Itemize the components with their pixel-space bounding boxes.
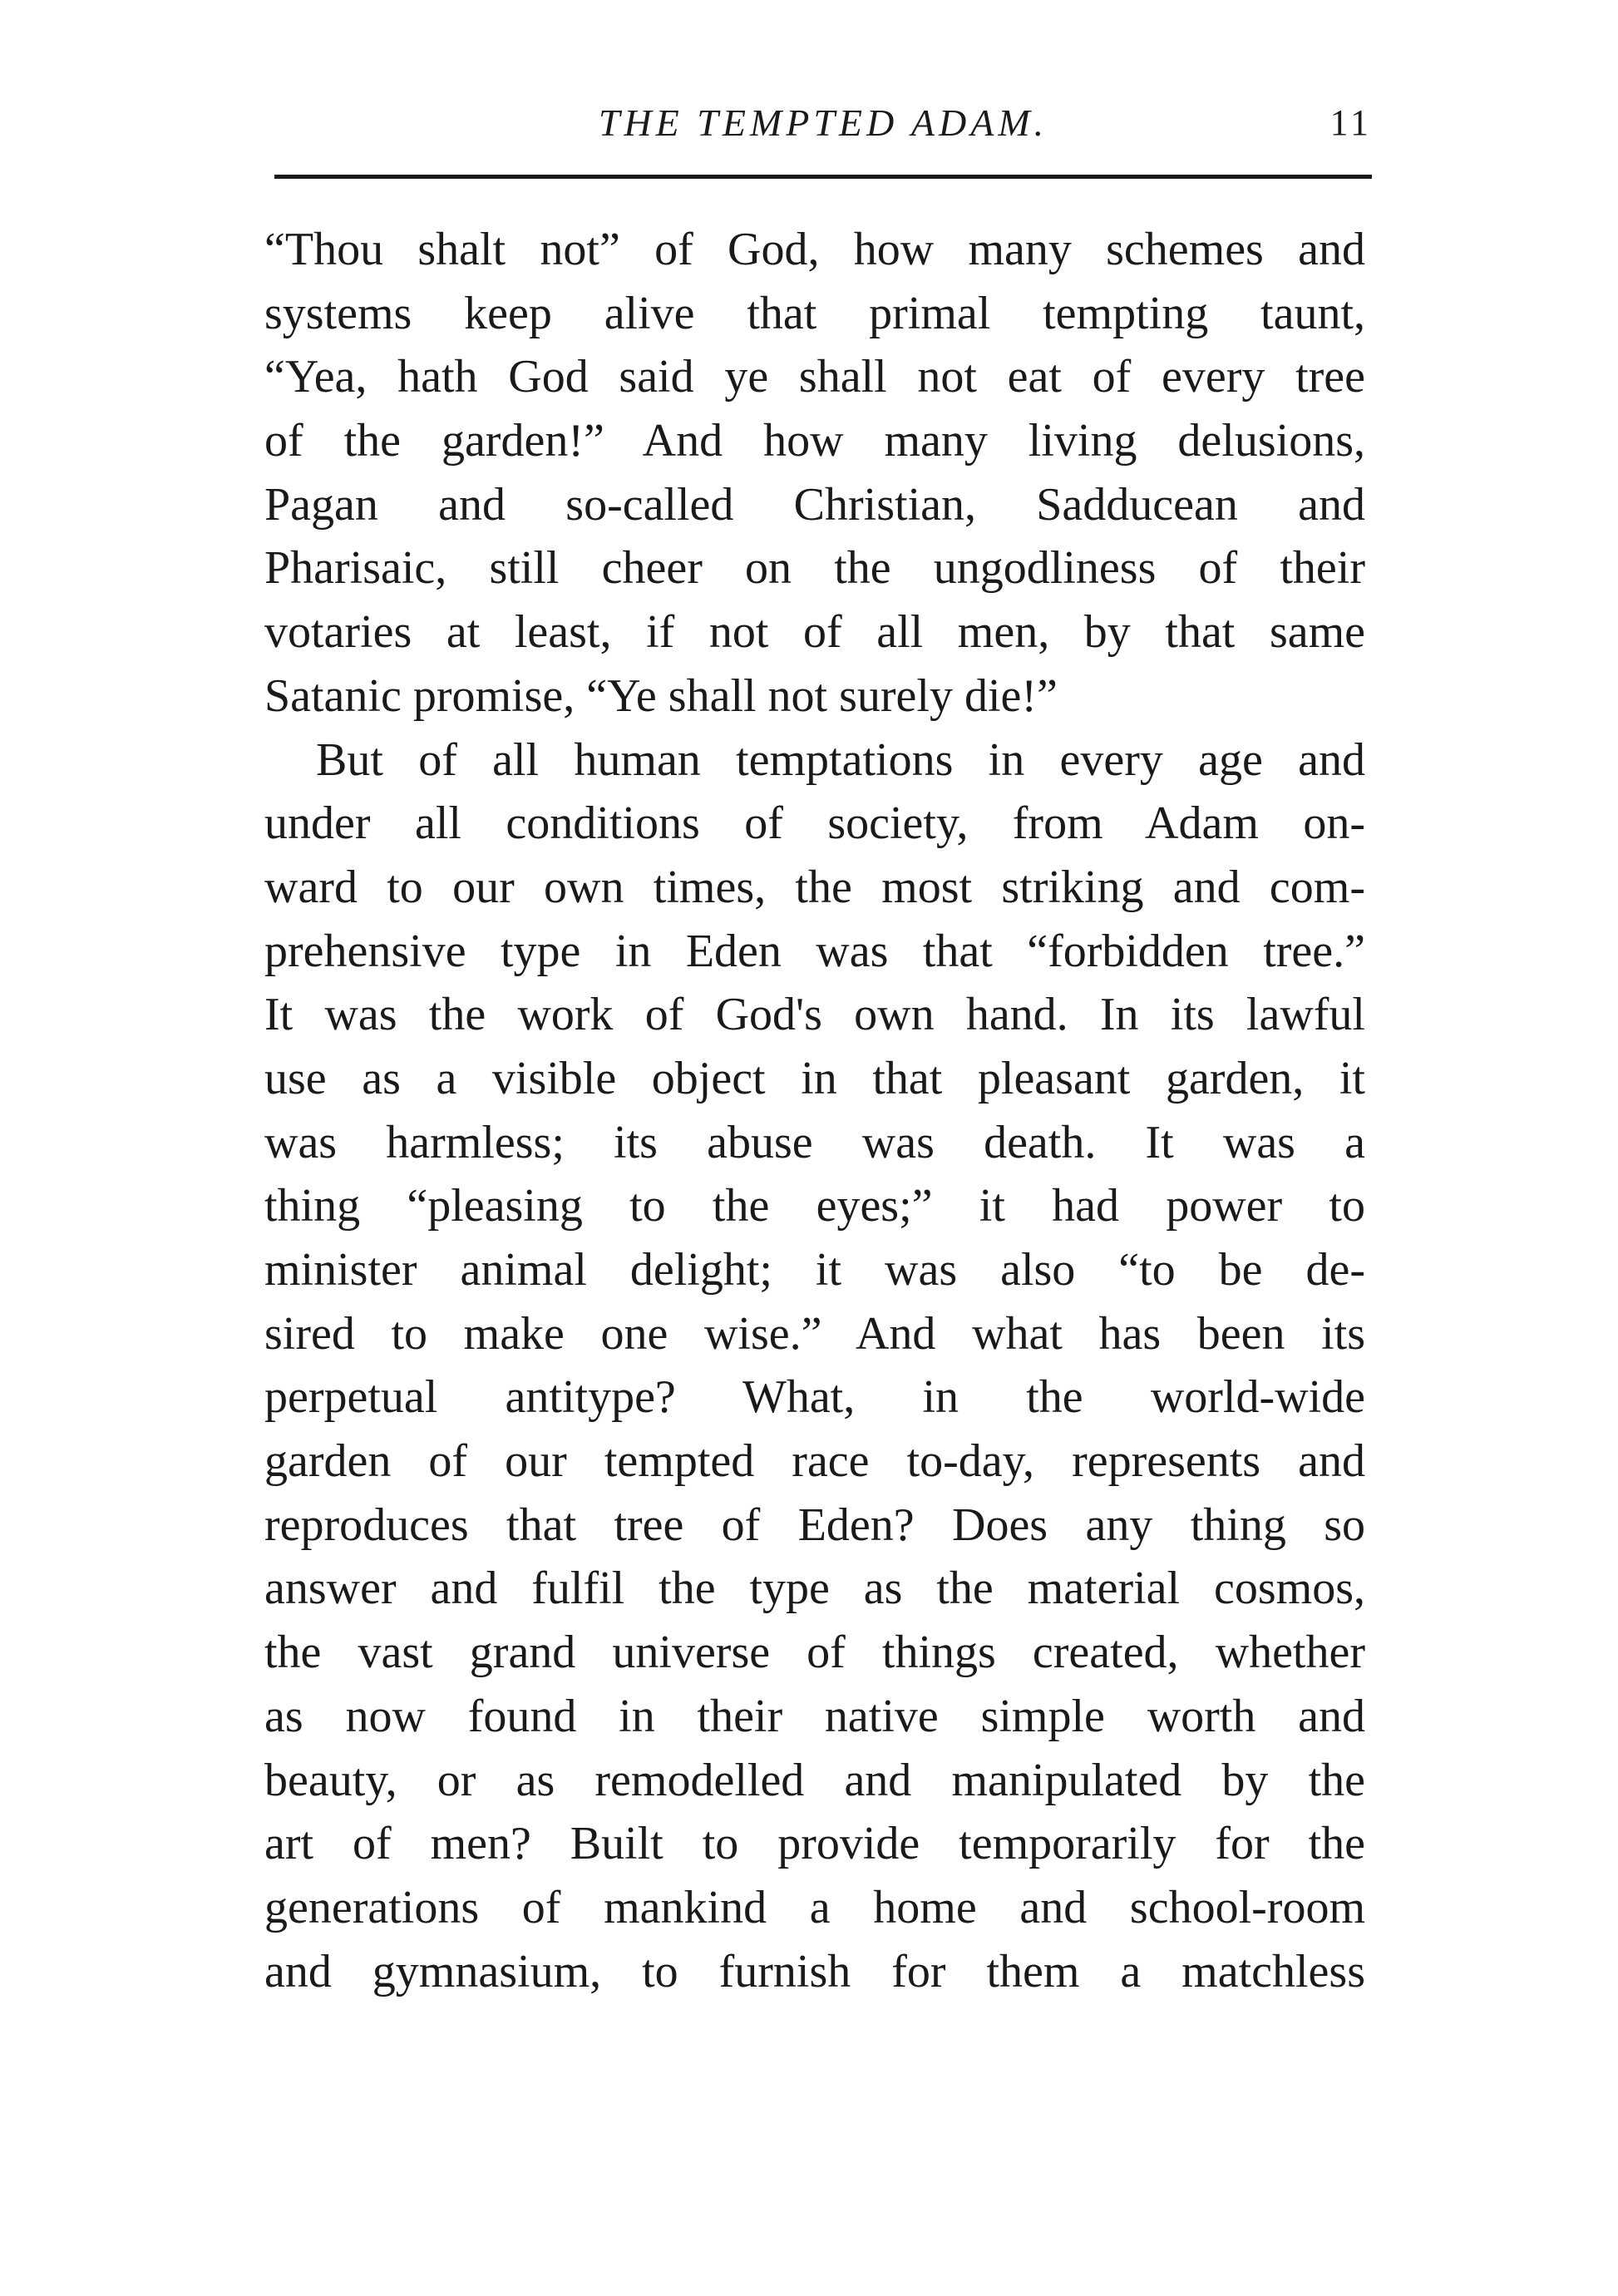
text-line: minister animal delight; it was also “to be de- <box>264 1244 1365 1296</box>
text-line: Pharisaic, still cheer on the ungodliness of their <box>264 542 1365 595</box>
text-line: as now found in their native simple worth and <box>264 1690 1365 1742</box>
text-line: generations of mankind a home and school-room <box>264 1881 1365 1933</box>
text-line: systems keep alive that primal tempting taunt, <box>264 287 1365 339</box>
text-line: under all conditions of society, from Adam on- <box>264 797 1365 850</box>
text-line: “Yea, hath God said ye shall not eat of every tree <box>264 351 1365 403</box>
text-line: reproduces that tree of Eden? Does any thing so <box>264 1499 1365 1551</box>
text-line: the vast grand universe of things created, whether <box>264 1627 1365 1679</box>
text-line: art of men? Built to provide temporarily for the <box>264 1818 1365 1870</box>
text-line: use as a visible object in that pleasant garden, it <box>264 1052 1365 1104</box>
text-line: was harmless; its abuse was death. It was a <box>264 1116 1365 1168</box>
text-line: sired to make one wise.” And what has been its <box>264 1307 1365 1360</box>
text-line: Satanic promise, “Ye shall not surely die!” <box>264 669 1058 722</box>
text-line: ward to our own times, the most striking and com- <box>264 861 1365 913</box>
text-line: votaries at least, if not of all men, by that same <box>264 606 1365 659</box>
body-text <box>264 218 1365 2003</box>
text-line: But of all human temptations in every age and <box>316 733 1365 786</box>
text-line: beauty, or as remodelled and manipulated by the <box>264 1754 1365 1806</box>
text-line: answer and fulfil the type as the material cosmos, <box>264 1563 1365 1615</box>
text-line: “Thou shalt not” of God, how many schemes and <box>264 224 1365 275</box>
page-number: 11 <box>1329 102 1372 143</box>
running-title: THE TEMPTED ADAM. <box>598 101 1048 144</box>
text-line: Pagan and so-called Christian, Sadducean and <box>264 478 1365 531</box>
page-header <box>274 98 1372 165</box>
text-line: perpetual antitype? What, in the world-wide <box>264 1371 1365 1424</box>
text-line: thing “pleasing to the eyes;” it had power to <box>264 1180 1365 1232</box>
text-line: It was the work of God's own hand. In its lawful <box>264 989 1365 1041</box>
header-rule <box>274 175 1372 179</box>
text-line: of the garden!” And how many living delusions, <box>264 415 1365 467</box>
text-line: prehensive type in Eden was that “forbidden tree.” <box>264 925 1365 977</box>
text-line: and gymnasium, to furnish for them a matchless <box>264 1945 1365 1997</box>
text-line: garden of our tempted race to-day, represents and <box>264 1435 1365 1488</box>
